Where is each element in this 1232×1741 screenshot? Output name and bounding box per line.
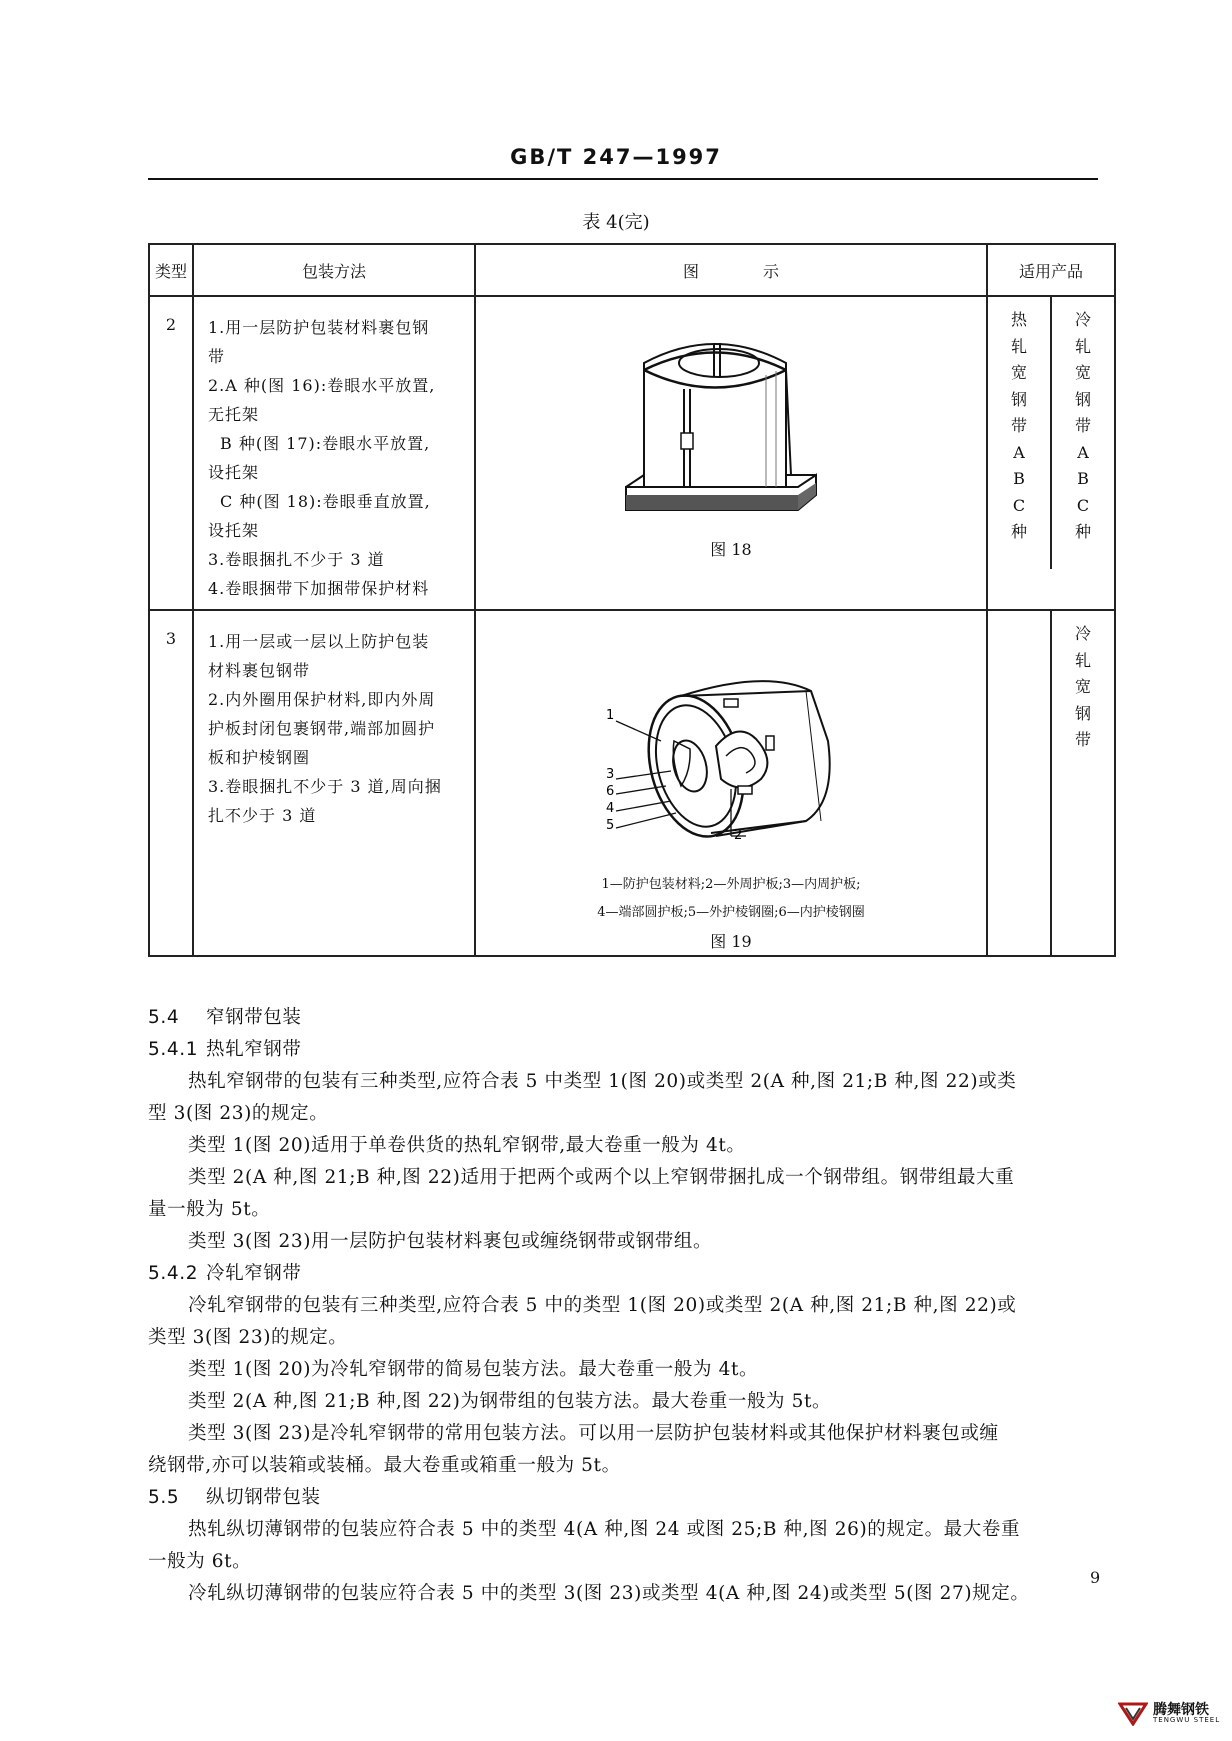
method-line: 1.用一层或一层以上防护包装: [208, 632, 430, 651]
method-line: 2.内外圈用保护材料,即内外周: [208, 690, 436, 709]
products-cold-rolled: 冷 轧 宽 钢 带: [1074, 624, 1091, 749]
method-line: 4.卷眼捆带下加捆带保护材料: [208, 579, 430, 598]
header-products: 适用产品: [987, 244, 1115, 296]
paragraph: 类型 3(图 23)的规定。: [148, 1327, 348, 1348]
method-cell: [193, 610, 475, 956]
products-cold-rolled: 冷 轧 宽 钢 带 A B C 种: [1074, 310, 1091, 541]
figure-label: 4: [606, 801, 615, 816]
page-number: 9: [1090, 1568, 1101, 1587]
method-line: 板和护棱钢圈: [208, 748, 311, 767]
row-type: 3: [149, 610, 193, 956]
paragraph: 类型 1(图 20)适用于单卷供货的热轧窄钢带,最大卷重一般为 4t。: [188, 1135, 746, 1156]
logo-text-cn: 腾舞钢铁: [1153, 1701, 1209, 1718]
table-row: [149, 296, 1115, 610]
section-heading: 5.4.2 冷轧窄钢带: [148, 1263, 302, 1284]
method-line: B 种(图 17):卷眼水平放置,: [220, 434, 431, 453]
method-line: 3.卷眼捆扎不少于 3 道: [208, 550, 385, 569]
figure-cell: [475, 610, 987, 956]
table-caption: 表 4(完): [582, 212, 650, 233]
paragraph: 型 3(图 23)的规定。: [148, 1103, 329, 1124]
figure-label: 2: [734, 828, 743, 843]
figure-label: 6: [606, 784, 615, 799]
paragraph: 一般为 6t。: [148, 1551, 252, 1572]
paragraph: 热轧纵切薄钢带的包装应符合表 5 中的类型 4(A 种,图 24 或图 25;B 种,图 26)的规定。最大卷重: [188, 1519, 1021, 1540]
figure-label: 5: [606, 818, 615, 833]
method-line: 3.卷眼捆扎不少于 3 道,周向捆: [208, 777, 442, 796]
figure-legend: 4—端部圆护板;5—外护棱钢圈;6—内护棱钢圈: [597, 905, 865, 920]
section-heading: 5.5 纵切钢带包装: [148, 1487, 321, 1508]
method-line: 2.A 种(图 16):卷眼水平放置,: [208, 376, 436, 395]
paragraph: 类型 3(图 23)用一层防护包装材料裹包或缠绕钢带或钢带组。: [188, 1231, 713, 1252]
figure-caption: 图 18: [710, 540, 752, 559]
method-line: C 种(图 18):卷眼垂直放置,: [220, 492, 431, 511]
figure-cell: [475, 296, 987, 610]
paragraph: 类型 2(A 种,图 21;B 种,图 22)为钢带组的包装方法。最大卷重一般为 5t。: [188, 1391, 832, 1412]
coil-on-pallet-figure: [476, 305, 984, 545]
products-empty: [988, 611, 1052, 955]
figure-label: 1: [606, 708, 615, 723]
method-line: 1.用一层防护包装材料裹包钢: [208, 318, 430, 337]
method-line: 扎不少于 3 道: [208, 806, 317, 825]
figure-caption: 图 19: [710, 932, 752, 951]
body-text: [148, 1002, 1114, 1610]
logo-icon: [1118, 1700, 1148, 1726]
products-cell: [987, 296, 1115, 610]
packaging-table: [148, 243, 1116, 957]
paragraph: 冷轧纵切薄钢带的包装应符合表 5 中的类型 3(图 23)或类型 4(A 种,图 24)或类型 5(图 27)规定。: [188, 1583, 1030, 1604]
paragraph: 类型 1(图 20)为冷轧窄钢带的简易包装方法。最大卷重一般为 4t。: [188, 1359, 759, 1380]
paragraph: 量一般为 5t。: [148, 1199, 271, 1220]
paragraph: 类型 3(图 23)是冷轧窄钢带的常用包装方法。可以用一层防护包装材料或其他保护材料裹包或缠: [188, 1423, 999, 1444]
logo-text-en: TENGWU STEEL: [1153, 1715, 1221, 1724]
header-figure: 图 示: [475, 244, 987, 296]
paragraph: 冷轧窄钢带的包装有三种类型,应符合表 5 中的类型 1(图 20)或类型 2(A 种,图 21;B 种,图 22)或: [188, 1295, 1017, 1316]
table-row: [149, 610, 1115, 956]
row-type: 2: [149, 296, 193, 610]
section-heading: 5.4 窄钢带包装: [148, 1007, 302, 1028]
method-line: 设托架: [208, 463, 260, 482]
paragraph: 热轧窄钢带的包装有三种类型,应符合表 5 中类型 1(图 20)或类型 2(A 种,图 21;B 种,图 22)或类: [188, 1071, 1017, 1092]
method-line: 设托架: [208, 521, 260, 540]
method-line: 护板封闭包裹钢带,端部加圆护: [208, 719, 436, 738]
method-cell: [193, 296, 475, 610]
method-line: 带: [208, 347, 226, 366]
products-hot-rolled: 热 轧 宽 钢 带 A B C 种: [988, 297, 1052, 569]
header-method: 包装方法: [193, 244, 475, 296]
products-cell: [987, 610, 1115, 956]
figure-label: 3: [606, 767, 615, 782]
paragraph: 类型 2(A 种,图 21;B 种,图 22)适用于把两个或两个以上窄钢带捆扎成一个钢带组。钢带组最大重: [188, 1167, 1015, 1188]
figure-legend: 1—防护包装材料;2—外周护板;3—内周护板;: [601, 877, 861, 892]
method-line: 材料裹包钢带: [208, 661, 311, 680]
watermark-logo: [1118, 1700, 1220, 1726]
standard-code-header: GB/T 247—1997: [510, 145, 722, 169]
paragraph: 绕钢带,亦可以装箱或装桶。最大卷重或箱重一般为 5t。: [148, 1455, 621, 1476]
header-type: 类型: [149, 244, 193, 296]
table-header-row: [149, 244, 1115, 296]
section-heading: 5.4.1 热轧窄钢带: [148, 1039, 302, 1060]
method-line: 无托架: [208, 405, 260, 424]
header-rule: [148, 178, 1098, 180]
